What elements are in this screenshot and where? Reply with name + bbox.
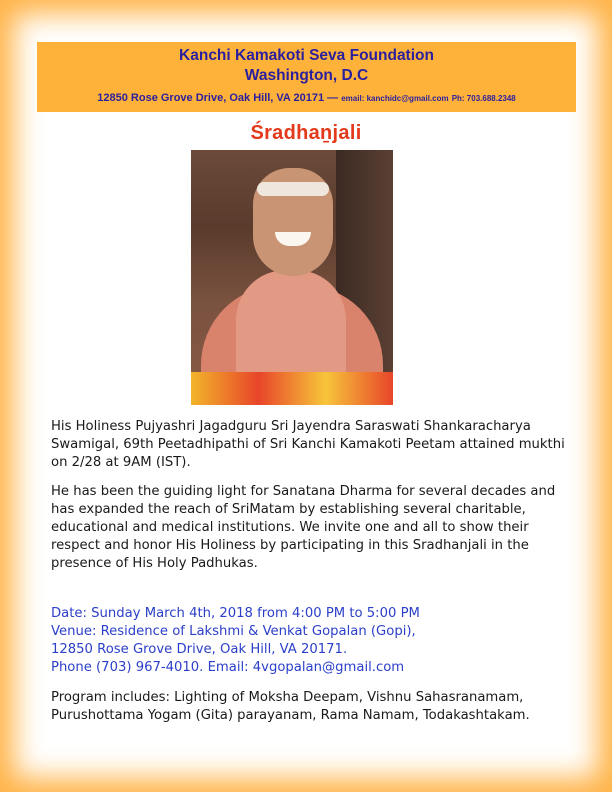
event-venue: Venue: Residence of Lakshmi & Venkat Gopalan (Gopi), bbox=[51, 624, 416, 639]
header-address-line bbox=[37, 92, 576, 104]
event-date: Date: Sunday March 4th, 2018 from 4:00 PM to 5:00 PM bbox=[51, 606, 420, 621]
photo-forehead-mark bbox=[257, 182, 329, 196]
event-address: 12850 Rose Grove Drive, Oak Hill, VA 20171. bbox=[51, 642, 348, 657]
invitation-paragraph: He has been the guiding light for Sanatana Dharma for several decades and has expanded the reach of SriMatam by establishing several charitable, educational and medical institutions. We invite one and all to show their respect and honor His Holiness by participating in this Sradhanjali in the presence of His Holy Padhukas. bbox=[51, 484, 556, 571]
photo-cloth bbox=[191, 372, 393, 405]
page-title: Śradhaṉjali bbox=[250, 122, 362, 144]
header-email: email: kanchidc@gmail.com bbox=[341, 94, 449, 103]
tribute-paragraph: His Holiness Pujyashri Jagadguru Sri Jayendra Saraswati Shankaracharya Swamigal, 69th Peetadhipathi of Sri Kanchi Kamakoti Peetam attained mukthi on 2/28 at 9AM (IST). bbox=[51, 419, 565, 470]
header-phone: Ph: 703.688.2348 bbox=[451, 94, 516, 103]
header-address: 12850 Rose Grove Drive, Oak Hill, VA 20171 — bbox=[97, 92, 339, 104]
event-contact: Phone (703) 967-4010. Email: 4vgopalan@gmail.com bbox=[51, 660, 405, 675]
org-name: Kanchi Kamakoti Seva Foundation bbox=[179, 47, 434, 64]
event-details bbox=[51, 605, 571, 677]
header-banner bbox=[37, 42, 576, 112]
program-list: Program includes: Lighting of Moksha Deepam, Vishnu Sahasranamam, Purushottama Yogam (Gita) parayanam, Rama Namam, Todakashtakam. bbox=[51, 690, 530, 723]
portrait-photo bbox=[191, 150, 393, 405]
org-city: Washington, D.C bbox=[244, 67, 369, 84]
